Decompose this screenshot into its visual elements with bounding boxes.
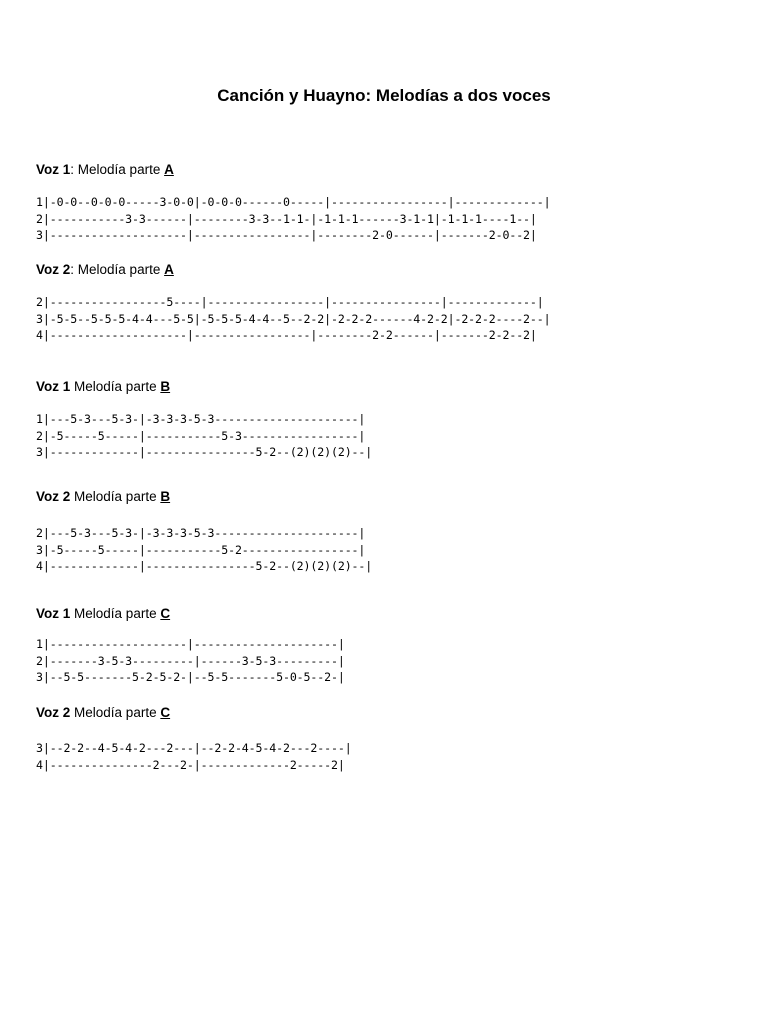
voice-label: Voz 2 [36, 489, 71, 504]
melody-label: Melodía parte [74, 379, 161, 394]
part-letter: A [164, 262, 174, 277]
section-heading [36, 262, 736, 278]
section-voz2-parte-a [36, 262, 736, 344]
voice-label: Voz 1 [36, 606, 71, 621]
part-letter: C [160, 606, 171, 621]
tab-line: 1|---5-3---5-3-|-3-3-3-5-3---------------------| [36, 412, 366, 426]
melody-label: Melodía parte [77, 262, 165, 277]
section-voz2-parte-c [36, 705, 736, 773]
tab-line: 2|-----------------5----|-----------------|----------------|-------------| [36, 295, 544, 309]
tab-line: 3|-5-----5-----|-----------5-2-----------------| [36, 542, 366, 557]
section-heading [36, 162, 736, 178]
melody-label: Melodía parte [77, 162, 165, 177]
section-voz1-parte-c [36, 606, 736, 686]
tab-line: 2|-----------3-3------|--------3-3--1-1-|-1-1-1------3-1-1|-1-1-1----1--| [36, 211, 537, 226]
tab-line: 3|--------------------|-----------------|--------2-0------|-------2-0--2| [36, 228, 537, 242]
section-heading [36, 705, 736, 721]
tablature-block [36, 525, 736, 575]
tab-line: 3|-5-5--5-5-5-4-4---5-5|-5-5-5-4-4--5--2-2|-2-2-2------4-2-2|-2-2-2----2--| [36, 311, 551, 326]
tablature-block [36, 636, 736, 686]
section-heading [36, 489, 736, 505]
tab-line: 4|--------------------|-----------------|--------2-2------|-------2-2--2| [36, 328, 537, 342]
tablature-block [36, 740, 736, 773]
tablature-block [36, 411, 736, 461]
tab-line: 3|--5-5-------5-2-5-2-|--5-5-------5-0-5--2-| [36, 670, 345, 684]
part-letter: B [160, 489, 171, 504]
voice-label: Voz 1 [36, 379, 71, 394]
section-heading [36, 606, 736, 622]
tablature-block [36, 294, 736, 344]
section-heading [36, 379, 736, 395]
tab-line: 1|--------------------|---------------------| [36, 637, 345, 651]
tab-line: 4|-------------|----------------5-2--(2)(2)(2)--| [36, 559, 373, 573]
section-voz1-parte-a [36, 162, 736, 244]
section-voz1-parte-b [36, 379, 736, 461]
tab-line: 2|---5-3---5-3-|-3-3-3-5-3---------------------| [36, 526, 366, 540]
part-letter: A [164, 162, 174, 177]
voice-label: Voz 1 [36, 162, 71, 177]
part-letter: C [160, 705, 171, 720]
heading-separator: : [70, 262, 78, 277]
tab-line: 2|-5-----5-----|-----------5-3-----------------| [36, 428, 366, 443]
voice-label: Voz 2 [36, 262, 71, 277]
melody-label: Melodía parte [74, 705, 161, 720]
part-letter: B [160, 379, 171, 394]
tab-line: 2|-------3-5-3---------|------3-5-3---------| [36, 653, 345, 668]
tab-line: 1|-0-0--0-0-0-----3-0-0|-0-0-0------0-----|-----------------|-------------| [36, 195, 551, 209]
tab-line: 3|-------------|----------------5-2--(2)(2)(2)--| [36, 445, 373, 459]
melody-label: Melodía parte [74, 489, 161, 504]
section-voz2-parte-b [36, 489, 736, 575]
tab-line: 3|--2-2--4-5-4-2---2---|--2-2-4-5-4-2---2----| [36, 741, 352, 755]
melody-label: Melodía parte [74, 606, 161, 621]
heading-separator: : [70, 162, 78, 177]
tablature-block [36, 194, 736, 244]
document-title: Canción y Huayno: Melodías a dos voces [217, 86, 551, 105]
tab-line: 4|---------------2---2-|-------------2-----2| [36, 757, 345, 772]
voice-label: Voz 2 [36, 705, 71, 720]
